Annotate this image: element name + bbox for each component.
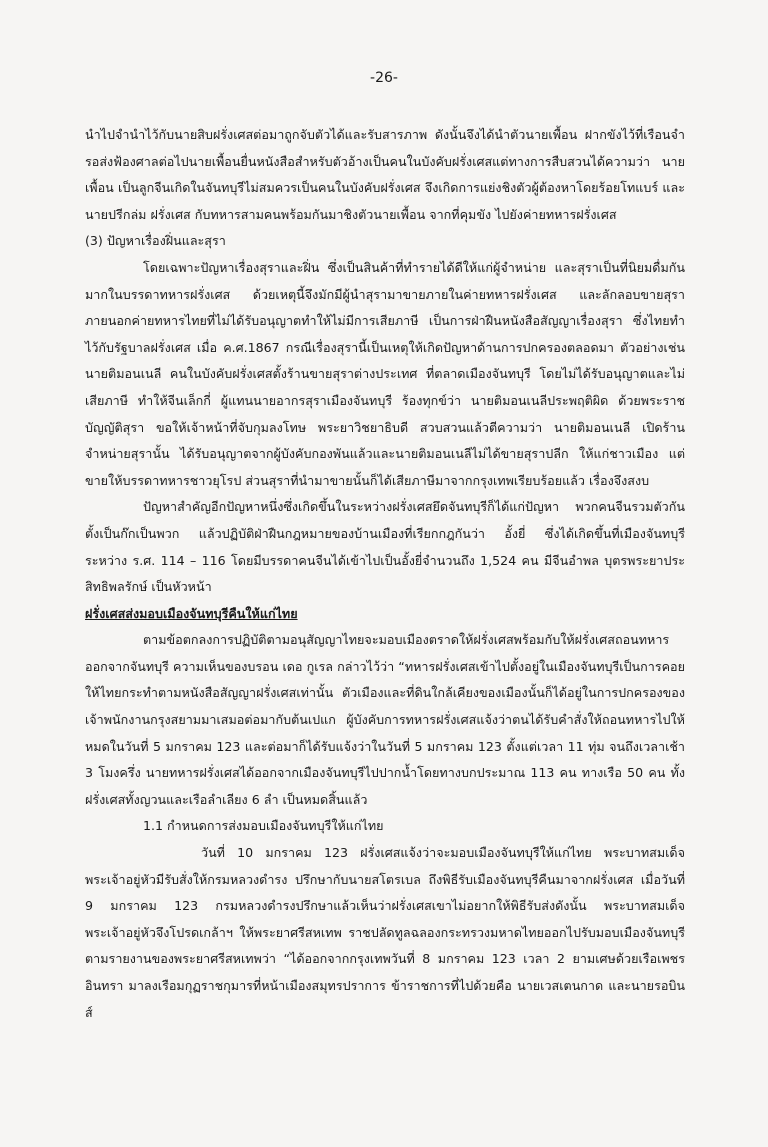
subsection-1-1-heading: 1.1 กำหนดการส่งมอบเมืองจันทบุรีให้แก่ไทย xyxy=(143,818,384,834)
section-3-heading: (3) ปัญหาเรื่องฝิ่นและสุรา xyxy=(85,233,226,249)
paragraph-angyi: ปัญหาสำคัญอีกปัญหาหนึ่งซึ่งเกิดขึ้นในระหว่างฝรั่งเศสยึดจันทบุรีก็ได้แก่ปัญหา พวกคนจีนรวมตัวกันตั้งเป็นก๊กเป็นพวก แล้วปฏิบัติฝ่าฝืนกฎหมายของบ้านเมืองที่เรียกกฎกันว่า อั้งยี่ ซึ่งได้เกิดขึ้นที่เมืองจันทบุรี ระหว่าง ร.ศ. 114 – 116 โดยมีบรรดาคนจีนได้เข้าไปเป็นอั้งยี่จำนวนถึง 1,524 คน มีจีนอำพล บุตรพระยาประสิทธิพลรักษ์ เป็นหัวหน้า xyxy=(85,499,685,595)
paragraph-treaty: ตามข้อตกลงการปฏิบัติตามอนุสัญญาไทยจะมอบเมืองตราดให้ฝรั่งเศสพร้อมกับให้ฝรั่งเศสถอนทหารออกจากจันทบุรี ความเห็นของบรอน เดอ กูเรล กล่าวไว้ว่า “ทหารฝรั่งเศสเข้าไปตั้งอยู่ในเมืองจันทบุรีเป็นการคอยให้ไทยกระทำตามหนังสือสัญญาฝรั่งเศสเท่านั้น ตัวเมืองและที่ดินใกล้เคียงของเมืองนั้นก็ได้อยู่ในการปกครองของเจ้าพนักงานกรุงสยามมาเสมอต่อมากับต้นเปแก ผู้บังคับการทหารฝรั่งเศสแจ้งว่าตนได้รับคำสั่งให้ถอนทหารไปให้หมดในวันที่ 5 มกราคม 123 และต่อมาก็ได้รับแจ้งว่าในวันที่ 5 มกราคม 123 ตั้งแต่เวลา 11 ทุ่ม จนถึงเวลาเช้า 3 โมงครึ่ง นายทหารฝรั่งเศสได้ออกจากเมืองจันทบุรีไปปากน้ำโดยทางบกประมาณ 113 คน ทางเรือ 50 คน ทั้งฝรั่งเศสทั้งญวนและเรือลำเลียง 6 ลำ เป็นหมดสิ้นแล้ว xyxy=(85,632,685,807)
paragraph-handover: วันที่ 10 มกราคม 123 ฝรั่งเศสแจ้งว่าจะมอบเมืองจันทบุรีให้แก่ไทย พระบาทสมเด็จพระเจ้าอยู่หัวมีรับสั่งให้กรมหลวงดำรง ปรึกษากับนายสโตรเบล ถึงพิธีรับเมืองจันทบุรีคืนมาจากฝรั่งเศส เมื่อวันที่ 9 มกราคม 123 กรมหลวงดำรงปรึกษาแล้วเห็นว่าฝรั่งเศสเขาไม่อยากให้พิธีรับส่งดังนั้น พระบาทสมเด็จพระเจ้าอยู่หัวจึงโปรดเกล้าฯ ให้พระยาศรีสหเทพ ราชปลัดทูลฉลองกระทรวงมหาดไทยออกไปรับมอบเมืองจันทบุรี ตามรายงานของพระยาศรีสหเทพว่า “ได้ออกจากกรุงเทพวันที่ 8 มกราคม 123 เวลา 2 ยามเศษด้วยเรือเพชรอินทรา มาลงเรือมกุฏราชกุมารที่หน้าเมืองสมุทรปราการ ข้าราชการที่ไปด้วยคือ นายเวสเตนกาด และนายรอบินส์ xyxy=(85,845,685,1020)
paragraph-liquor-opium: โดยเฉพาะปัญหาเรื่องสุราและฝิ่น ซึ่งเป็นสินค้าที่ทำรายได้ดีให้แก่ผู้จำหน่าย และสุราเป็นที่นิยมดื่มกันมากในบรรดาทหารฝรั่งเศส ด้วยเหตุนี้จึงมักมีผู้นำสุรามาขายภายในค่ายทหารฝรั่งเศส และลักลอบขายสุราภายนอกค่ายทหารไทยที่ไม่ได้รับอนุญาตทำให้ไม่มีการเสียภาษี เป็นการฝ่าฝืนหนังสือสัญญาเรื่องสุรา ซึ่งไทยทำไว้กับรัฐบาลฝรั่งเศส เมื่อ ค.ศ.1867 กรณีเรื่องสุรานี้เป็นเหตุให้เกิดปัญหาด้านการปกครองตลอดมา ตัวอย่างเช่น นายติมอนเนลี คนในบังคับฝรั่งเศสตั้งร้านขายสุราต่างประเทศ ที่ตลาดเมืองจันทบุรี โดยไม่ได้รับอนุญาตและไม่เสียภาษี ทำให้จีนเล็กกี่ ผู้แทนนายอากรสุราเมืองจันทบุรี ร้องทุกข์ว่า นายติมอนเนลีประพฤติผิด ด้วยพระราชบัญญัติสุรา ขอให้เจ้าหน้าที่จับกุมลงโทษ พระยาวิชยาธิบดี สวบสวนแล้วตีความว่า นายติมอนเนลี เปิดร้านจำหน่ายสุรานั้น ได้รับอนุญาตจากผู้บังคับกองพันแล้วและนายติมอนเนลีไม่ได้ขายสุราปลีก ให้แก่ชาวเมือง แต่ขายให้บรรดาทหารชาวยุโรป ส่วนสุราที่นำมาขายนั้นก็ได้เสียภาษีมาจากกรุงเทพเรียบร้อยแล้ว เรื่องจึงสงบ xyxy=(85,259,685,488)
document-body xyxy=(85,122,685,1026)
paragraph-1: นำไปจำนำไว้กับนายสิบฝรั่งเศสต่อมาถูกจับตัวได้และรับสารภาพ ดังนั้นจึงได้นำตัวนายเพื้อน ฝากขังไว้ที่เรือนจำรอส่งฟ้องศาลต่อไปนายเพื้อนยื่นหนังสือสำหรับตัวอ้างเป็นคนในบังคับฝรั่งเศสแต่ทางการสืบสวนได้ความว่า นายเพื้อน เป็นลูกจีนเกิดในจันทบุรีไม่สมควรเป็นคนในบังคับฝรั่งเศส จึงเกิดการแย่งชิงตัวผู้ต้องหาโดยร้อยโทแบร์ และนายปรีกล่ม ฝรั่งเศส กับทหารสามคนพร้อมกันมาชิงตัวนายเพื้อน จากที่คุมขัง ไปยังค่ายทหารฝรั่งเศส xyxy=(85,127,685,222)
page-number: -26- xyxy=(370,70,398,86)
section-heading-return: ฝรั่งเศสส่งมอบเมืองจันทบุรีคืนให้แก่ไทย xyxy=(85,605,298,621)
